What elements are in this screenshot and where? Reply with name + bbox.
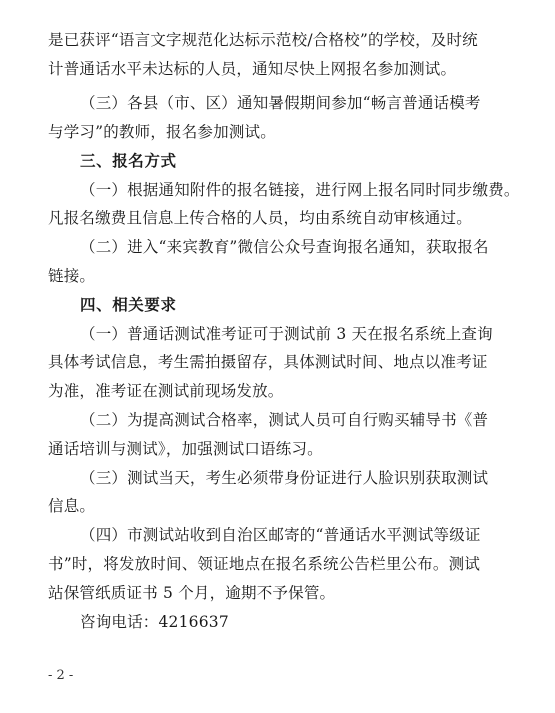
paragraph-line: 是已获评“语言文字规范化达标示范校/合格校”的学校，及时统 [48,31,478,49]
paragraph-line: （四）市测试站收到自治区邮寄的“普通话水平测试等级证 [80,526,481,544]
paragraph-line: 为准，准考证在测试前现场发放。 [48,382,284,400]
page-number: - 2 - [48,668,74,683]
paragraph-line: 通话培训与测试》，加强测试口语练习。 [48,440,323,458]
paragraph-line: 信息。 [48,497,96,515]
paragraph-line: 计普通话水平未达标的人员，通知尽快上网报名参加测试。 [48,60,457,78]
paragraph-line: 书”时，将发放时间、领证地点在报名系统公告栏里公布。测试 [48,555,481,573]
section-heading: 四、相关要求 [80,296,177,314]
paragraph-line: 与学习”的教师，报名参加测试。 [48,123,276,141]
paragraph-line: （一）普通话测试准考证可于测试前 3 天在报名系统上查询 [80,325,493,343]
paragraph-line: （一）根据通知附件的报名链接，进行网上报名同时同步缴费。 [80,181,520,199]
paragraph-line: （二）为提高测试合格率，测试人员可自行购买辅导书《普 [80,411,489,429]
paragraph-line: 凡报名缴费且信息上传合格的人员，均由系统自动审核通过。 [48,209,472,227]
contact-phone: 咨询电话：4216637 [80,613,229,631]
paragraph-line: （三）各县（市、区）通知暑假期间参加“畅言普通话模考 [80,94,481,112]
paragraph-line: （二）进入“来宾教育”微信公众号查询报名通知，获取报名 [80,238,489,256]
paragraph-line: 具体考试信息，考生需拍摄留存，具体测试时间、地点以准考证 [48,353,488,371]
paragraph-line: 站保管纸质证书 5 个月，逾期不予保管。 [48,584,336,602]
paragraph-line: 链接。 [48,267,96,285]
section-heading: 三、报名方式 [80,152,177,170]
paragraph-line: （三）测试当天，考生必须带身份证进行人脸识别获取测试 [80,469,489,487]
